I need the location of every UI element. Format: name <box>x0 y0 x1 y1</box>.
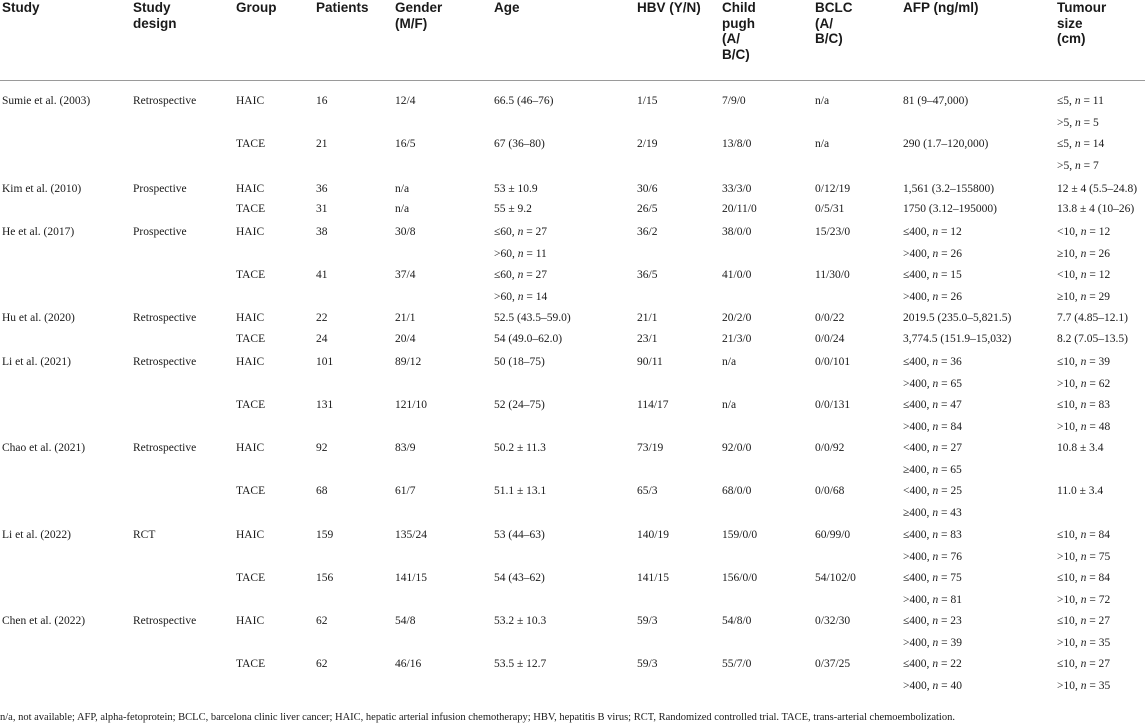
cell-study: Li et al. (2021) <box>2 356 71 368</box>
cell-study: Chao et al. (2021) <box>2 442 86 454</box>
cell-afp: >400, n = 65 <box>903 377 962 390</box>
cell-age: 52 (24–75) <box>494 399 545 411</box>
cell-gender: 54/8 <box>395 615 416 627</box>
cell-age: >60, n = 14 <box>494 290 548 303</box>
cell-tumour: ≤10, n = 27 <box>1057 615 1111 627</box>
cell-tumour: ≤10, n = 84 <box>1057 529 1111 541</box>
cell-age: 54 (43–62) <box>494 572 545 584</box>
cell-group: TACE <box>236 333 266 345</box>
cell-design: RCT <box>133 529 156 541</box>
header-group: Group <box>236 0 277 15</box>
cell-group: HAIC <box>236 529 265 541</box>
header-afp: AFP (ng/ml) <box>903 0 979 15</box>
header-patients: Patients <box>316 0 369 15</box>
cell-afp: 2019.5 (235.0–5,821.5) <box>903 312 1012 324</box>
cell-study: He et al. (2017) <box>2 226 75 238</box>
cell-tumour: ≤10, n = 84 <box>1057 572 1111 584</box>
cell-design: Retrospective <box>133 615 197 627</box>
cell-afp: ≤400, n = 15 <box>903 269 962 281</box>
cell-patients: 92 <box>316 442 328 454</box>
cell-age: ≤60, n = 27 <box>494 269 548 281</box>
cell-patients: 62 <box>316 658 328 670</box>
cell-age: 51.1 ± 13.1 <box>494 485 547 497</box>
cell-afp: ≤400, n = 12 <box>903 226 962 238</box>
cell-bclc: 0/0/24 <box>815 333 845 345</box>
cell-child: 41/0/0 <box>722 269 752 281</box>
header-study: Study <box>2 0 40 15</box>
cell-hbv: 65/3 <box>637 485 658 497</box>
cell-child: 156/0/0 <box>722 572 758 584</box>
cell-gender: 135/24 <box>395 529 427 541</box>
cell-patients: 131 <box>316 399 334 411</box>
cell-age: 52.5 (43.5–59.0) <box>494 312 571 324</box>
header-gender: Gender (M/F) <box>395 0 443 31</box>
cell-design: Prospective <box>133 183 187 195</box>
cell-study: Li et al. (2022) <box>2 529 71 541</box>
table-footnote: n/a, not available; AFP, alpha-fetoprotein; BCLC, barcelona clinic liver cancer; HAIC, hepatic arterial infusion chemotherapy; HBV, hepatitis B virus; RCT, Randomized controlled trial. TACE, trans-arterial chemoembolization. <box>0 712 955 723</box>
cell-child: 54/8/0 <box>722 615 752 627</box>
cell-age: 50.2 ± 11.3 <box>494 442 546 454</box>
cell-gender: n/a <box>395 203 410 215</box>
cell-hbv: 114/17 <box>637 399 669 411</box>
cell-gender: 141/15 <box>395 572 427 584</box>
cell-afp: ≤400, n = 75 <box>903 572 962 584</box>
cell-gender: 83/9 <box>395 442 416 454</box>
cell-bclc: 0/37/25 <box>815 658 851 670</box>
cell-child: 20/2/0 <box>722 312 752 324</box>
cell-bclc: 15/23/0 <box>815 226 851 238</box>
cell-study: Sumie et al. (2003) <box>2 95 91 107</box>
cell-bclc: 0/0/101 <box>815 356 851 368</box>
cell-design: Retrospective <box>133 312 197 324</box>
cell-hbv: 141/15 <box>637 572 669 584</box>
cell-tumour: ≤5, n = 11 <box>1057 95 1104 107</box>
cell-tumour: ≤10, n = 83 <box>1057 399 1111 411</box>
cell-tumour: >10, n = 62 <box>1057 377 1111 390</box>
cell-age: 54 (49.0–62.0) <box>494 333 563 345</box>
cell-patients: 36 <box>316 183 328 195</box>
cell-afp: ≤400, n = 23 <box>903 615 962 627</box>
cell-study: Chen et al. (2022) <box>2 615 86 627</box>
cell-tumour: 11.0 ± 3.4 <box>1057 485 1104 497</box>
table-header <box>0 0 1145 81</box>
cell-gender: 46/16 <box>395 658 422 670</box>
cell-hbv: 90/11 <box>637 356 663 368</box>
cell-gender: 37/4 <box>395 269 416 281</box>
cell-afp: <400, n = 25 <box>903 485 962 497</box>
cell-age: 67 (36–80) <box>494 138 545 150</box>
cell-bclc: 0/12/19 <box>815 183 851 195</box>
cell-afp: >400, n = 39 <box>903 636 962 649</box>
cell-bclc: n/a <box>815 95 830 107</box>
cell-hbv: 59/3 <box>637 658 658 670</box>
cell-hbv: 21/1 <box>637 312 658 324</box>
cell-study: Kim et al. (2010) <box>2 183 82 195</box>
cell-patients: 101 <box>316 356 334 368</box>
cell-tumour: 7.7 (4.85–12.1) <box>1057 312 1128 324</box>
cell-afp: ≤400, n = 47 <box>903 399 962 411</box>
cell-afp: 3,774.5 (151.9–15,032) <box>903 333 1012 345</box>
cell-age: 53 (44–63) <box>494 529 545 541</box>
cell-hbv: 1/15 <box>637 95 658 107</box>
cell-age: 53.2 ± 10.3 <box>494 615 547 627</box>
header-design: Study design <box>133 0 177 31</box>
cell-age: 66.5 (46–76) <box>494 95 554 107</box>
cell-child: 92/0/0 <box>722 442 752 454</box>
cell-bclc: n/a <box>815 138 830 150</box>
cell-hbv: 23/1 <box>637 333 658 345</box>
cell-gender: 16/5 <box>395 138 416 150</box>
cell-child: 13/8/0 <box>722 138 752 150</box>
cell-group: HAIC <box>236 442 265 454</box>
cell-gender: 12/4 <box>395 95 416 107</box>
cell-bclc: 54/102/0 <box>815 572 856 584</box>
cell-age: 55 ± 9.2 <box>494 203 532 215</box>
cell-design: Prospective <box>133 226 187 238</box>
cell-group: TACE <box>236 658 266 670</box>
cell-child: n/a <box>722 356 737 368</box>
cell-child: 159/0/0 <box>722 529 758 541</box>
cell-afp: >400, n = 26 <box>903 247 962 260</box>
cell-age: 53 ± 10.9 <box>494 183 538 195</box>
cell-patients: 41 <box>316 269 328 281</box>
cell-bclc: 0/32/30 <box>815 615 851 627</box>
cell-afp: ≤400, n = 36 <box>903 356 962 368</box>
cell-child: 38/0/0 <box>722 226 752 238</box>
cell-hbv: 140/19 <box>637 529 669 541</box>
cell-tumour: >5, n = 7 <box>1057 159 1099 172</box>
header-bclc: BCLC (A/ B/C) <box>815 0 853 46</box>
cell-group: TACE <box>236 485 266 497</box>
cell-afp: >400, n = 84 <box>903 420 962 433</box>
cell-bclc: 60/99/0 <box>815 529 851 541</box>
header-age: Age <box>494 0 520 15</box>
cell-hbv: 2/19 <box>637 138 658 150</box>
cell-bclc: 0/5/31 <box>815 203 845 215</box>
cell-hbv: 26/5 <box>637 203 658 215</box>
cell-patients: 159 <box>316 529 334 541</box>
cell-tumour: >10, n = 72 <box>1057 593 1111 606</box>
cell-child: 68/0/0 <box>722 485 752 497</box>
cell-gender: 30/8 <box>395 226 416 238</box>
cell-group: HAIC <box>236 615 265 627</box>
cell-tumour: <10, n = 12 <box>1057 269 1111 281</box>
cell-tumour: 8.2 (7.05–13.5) <box>1057 333 1128 345</box>
cell-child: 21/3/0 <box>722 333 752 345</box>
cell-design: Retrospective <box>133 95 197 107</box>
cell-tumour: >10, n = 35 <box>1057 636 1111 649</box>
cell-afp: >400, n = 26 <box>903 290 962 303</box>
cell-afp: >400, n = 81 <box>903 593 962 606</box>
cell-gender: 61/7 <box>395 485 416 497</box>
cell-child: 7/9/0 <box>722 95 746 107</box>
cell-tumour: ≤5, n = 14 <box>1057 138 1105 150</box>
cell-gender: 121/10 <box>395 399 427 411</box>
cell-hbv: 30/6 <box>637 183 658 195</box>
header-tumour: Tumour size (cm) <box>1057 0 1107 46</box>
cell-afp: 81 (9–47,000) <box>903 95 969 107</box>
cell-tumour: >10, n = 48 <box>1057 420 1111 433</box>
cell-tumour: ≤10, n = 39 <box>1057 356 1111 368</box>
cell-hbv: 59/3 <box>637 615 658 627</box>
cell-patients: 68 <box>316 485 328 497</box>
cell-group: HAIC <box>236 95 265 107</box>
cell-group: HAIC <box>236 312 265 324</box>
cell-design: Retrospective <box>133 356 197 368</box>
cell-design: Retrospective <box>133 442 197 454</box>
cell-child: 20/11/0 <box>722 203 757 215</box>
cell-group: HAIC <box>236 183 265 195</box>
cell-tumour: >10, n = 75 <box>1057 550 1111 563</box>
cell-afp: >400, n = 76 <box>903 550 962 563</box>
cell-tumour: <10, n = 12 <box>1057 226 1111 238</box>
header-child: Child pugh (A/ B/C) <box>722 0 756 62</box>
cell-gender: n/a <box>395 183 410 195</box>
cell-group: TACE <box>236 203 266 215</box>
cell-tumour: ≤10, n = 27 <box>1057 658 1111 670</box>
cell-afp: ≤400, n = 83 <box>903 529 962 541</box>
cell-bclc: 11/30/0 <box>815 269 850 281</box>
cell-gender: 20/4 <box>395 333 416 345</box>
cell-gender: 89/12 <box>395 356 422 368</box>
cell-child: n/a <box>722 399 737 411</box>
cell-tumour: ≥10, n = 26 <box>1057 247 1111 260</box>
cell-bclc: 0/0/131 <box>815 399 851 411</box>
cell-group: HAIC <box>236 226 265 238</box>
cell-tumour: 13.8 ± 4 (10–26) <box>1057 203 1135 215</box>
cell-bclc: 0/0/68 <box>815 485 845 497</box>
cell-group: TACE <box>236 138 266 150</box>
cell-afp: 1750 (3.12–195000) <box>903 203 997 215</box>
cell-hbv: 73/19 <box>637 442 664 454</box>
cell-age: 53.5 ± 12.7 <box>494 658 547 670</box>
cell-group: TACE <box>236 269 266 281</box>
cell-child: 55/7/0 <box>722 658 752 670</box>
cell-afp: <400, n = 27 <box>903 442 962 454</box>
cell-bclc: 0/0/22 <box>815 312 845 324</box>
cell-age: >60, n = 11 <box>494 247 547 260</box>
cell-patients: 62 <box>316 615 328 627</box>
cell-age: ≤60, n = 27 <box>494 226 548 238</box>
cell-child: 33/3/0 <box>722 183 752 195</box>
cell-hbv: 36/5 <box>637 269 658 281</box>
cell-patients: 22 <box>316 312 328 324</box>
cell-patients: 16 <box>316 95 328 107</box>
cell-bclc: 0/0/92 <box>815 442 845 454</box>
cell-tumour: ≥10, n = 29 <box>1057 290 1111 303</box>
cell-afp: >400, n = 40 <box>903 679 962 692</box>
cell-afp: ≤400, n = 22 <box>903 658 962 670</box>
cell-patients: 24 <box>316 333 328 345</box>
cell-tumour: >10, n = 35 <box>1057 679 1111 692</box>
cell-patients: 21 <box>316 138 328 150</box>
cell-afp: ≥400, n = 65 <box>903 463 962 476</box>
cell-age: 50 (18–75) <box>494 356 545 368</box>
cell-patients: 38 <box>316 226 328 238</box>
cell-group: TACE <box>236 572 266 584</box>
cell-patients: 156 <box>316 572 334 584</box>
cell-afp: ≥400, n = 43 <box>903 506 962 519</box>
header-hbv: HBV (Y/N) <box>637 0 701 15</box>
cell-tumour: 10.8 ± 3.4 <box>1057 442 1104 454</box>
cell-group: TACE <box>236 399 266 411</box>
cell-patients: 31 <box>316 203 328 215</box>
cell-tumour: 12 ± 4 (5.5–24.8) <box>1057 183 1138 195</box>
cell-group: HAIC <box>236 356 265 368</box>
cell-study: Hu et al. (2020) <box>2 312 75 324</box>
cell-gender: 21/1 <box>395 312 416 324</box>
cell-hbv: 36/2 <box>637 226 658 238</box>
cell-afp: 290 (1.7–120,000) <box>903 138 989 150</box>
cell-afp: 1,561 (3.2–155800) <box>903 183 995 195</box>
cell-tumour: >5, n = 5 <box>1057 116 1099 129</box>
